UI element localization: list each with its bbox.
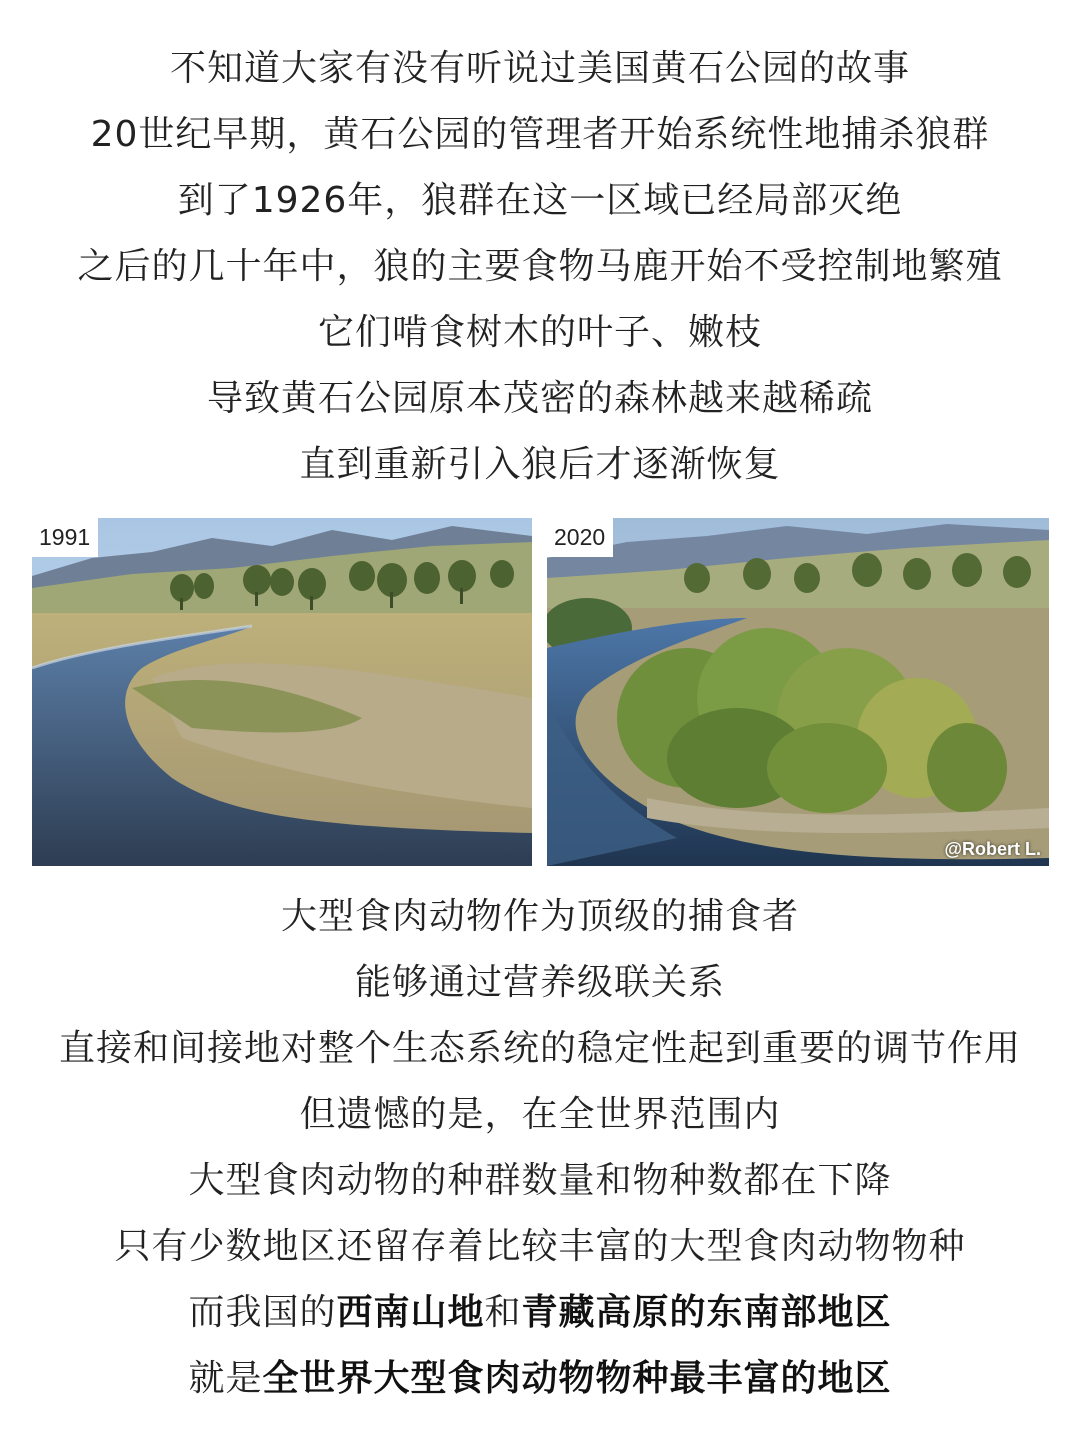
emphasis-line-conclusion	[0, 1346, 1080, 1412]
intro-paragraph	[0, 36, 1080, 498]
conclusion-paragraph	[0, 884, 1080, 1412]
photo-2020-river	[547, 518, 1049, 866]
intro-line: 之后的几十年中，狼的主要食物马鹿开始不受控制地繁殖	[77, 246, 1003, 287]
intro-line: 不知道大家有没有听说过美国黄石公园的故事	[169, 48, 910, 89]
body-line: 大型食肉动物作为顶级的捕食者	[280, 896, 799, 937]
emphasis-text: 而我国的	[188, 1292, 337, 1333]
intro-line: 到了1926年，狼群在这一区域已经局部灭绝	[177, 180, 903, 221]
river-1991-illustration	[32, 518, 532, 866]
intro-line: 直到重新引入狼后才逐渐恢复	[299, 444, 781, 485]
bold-region-tibet: 青藏高原的东南部地区	[521, 1292, 892, 1333]
body-line: 直接和间接地对整个生态系统的稳定性起到重要的调节作用	[58, 1028, 1021, 1069]
year-label-2020: 2020	[547, 518, 613, 557]
emphasis-text: 就是	[188, 1358, 263, 1399]
body-line: 能够通过营养级联关系	[354, 962, 725, 1003]
photo-1991-river	[32, 518, 532, 866]
intro-line: 导致黄石公园原本茂密的森林越来越稀疏	[206, 378, 873, 419]
emphasis-line-regions	[0, 1280, 1080, 1346]
body-line: 只有少数地区还留存着比较丰富的大型食肉动物物种	[114, 1226, 966, 1267]
photo-credit: @Robert L.	[944, 839, 1041, 859]
intro-line: 它们啃食树木的叶子、嫩枝	[317, 312, 762, 353]
river-2020-illustration	[547, 518, 1049, 866]
year-label-1991: 1991	[32, 518, 98, 557]
emphasis-text: 和	[484, 1292, 522, 1333]
intro-line: 20世纪早期，黄石公园的管理者开始系统性地捕杀狼群	[90, 114, 990, 155]
body-line: 但遗憾的是，在全世界范围内	[299, 1094, 781, 1135]
bold-conclusion: 全世界大型食肉动物物种最丰富的地区	[262, 1358, 892, 1399]
body-line: 大型食肉动物的种群数量和物种数都在下降	[188, 1160, 892, 1201]
bold-region-southwest: 西南山地	[336, 1292, 485, 1333]
